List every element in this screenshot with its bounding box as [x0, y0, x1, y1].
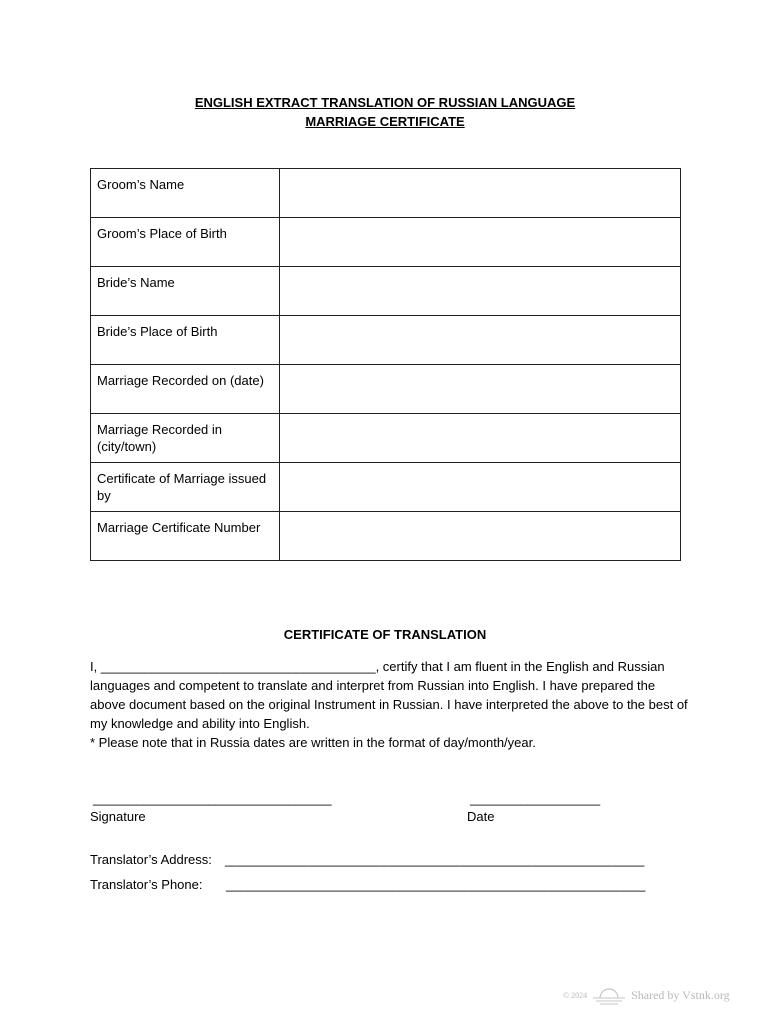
translator-phone-row — [90, 877, 646, 892]
document-title — [0, 93, 770, 131]
field-value[interactable] — [280, 414, 681, 463]
date-label: Date — [467, 809, 495, 824]
watermark-text: Shared by Vstnk.org — [631, 987, 730, 1002]
field-label: Bride’s Place of Birth — [91, 316, 280, 365]
vstnk-logo-icon — [591, 985, 627, 1005]
translator-phone-label: Translator’s Phone: — [90, 877, 203, 892]
translator-phone-field[interactable]: __________________________________________________________ — [226, 877, 646, 892]
translator-address-field[interactable]: __________________________________________________________ — [225, 852, 645, 867]
table-row — [91, 218, 681, 267]
table-row — [91, 512, 681, 561]
field-label: Marriage Recorded on (date) — [91, 365, 280, 414]
table-row — [91, 267, 681, 316]
field-value[interactable] — [280, 169, 681, 218]
date-format-note: * Please note that in Russia dates are written in the format of day/month/year. — [90, 735, 536, 750]
field-label: Certificate of Marriage issued by — [91, 463, 280, 512]
watermark-year: © 2024 — [563, 990, 588, 1000]
signature-label: Signature — [90, 809, 146, 824]
table-row — [91, 414, 681, 463]
table-row — [91, 463, 681, 512]
field-label: Bride’s Name — [91, 267, 280, 316]
table-row — [91, 365, 681, 414]
table-row — [91, 316, 681, 365]
watermark — [563, 985, 730, 1005]
translation-statement — [90, 657, 690, 752]
translator-address-label: Translator’s Address: — [90, 852, 212, 867]
certificate-of-translation-heading: CERTIFICATE OF TRANSLATION — [283, 627, 487, 642]
field-value[interactable] — [280, 365, 681, 414]
field-value[interactable] — [280, 316, 681, 365]
field-value[interactable] — [280, 512, 681, 561]
certification-paragraph: I, ______________________________________, certify that I am fluent in the English and Russian languages and competent to translate and interpret from Russian into English. I have prepared the above document based on the original Instrument in Russian. I have interpreted the above to the best of my knowledge and ability into English. — [90, 659, 688, 731]
translator-address-row — [90, 852, 645, 867]
field-value[interactable] — [280, 463, 681, 512]
field-label: Groom’s Name — [91, 169, 280, 218]
title-line-2: MARRIAGE CERTIFICATE — [305, 114, 465, 129]
field-label: Marriage Recorded in (city/town) — [91, 414, 280, 463]
table-row — [91, 169, 681, 218]
field-value[interactable] — [280, 267, 681, 316]
title-line-1: ENGLISH EXTRACT TRANSLATION OF RUSSIAN LANGUAGE — [194, 95, 576, 110]
field-label: Groom’s Place of Birth — [91, 218, 280, 267]
date-line[interactable]: __________________ — [470, 791, 601, 806]
certificate-form-table — [90, 168, 681, 561]
field-label: Marriage Certificate Number — [91, 512, 280, 561]
field-value[interactable] — [280, 218, 681, 267]
signature-line[interactable]: _________________________________ — [93, 791, 332, 806]
